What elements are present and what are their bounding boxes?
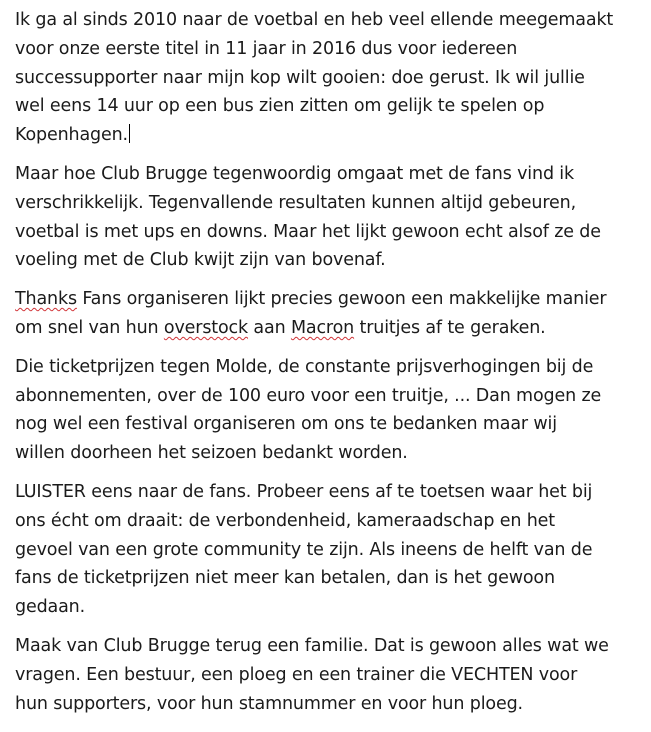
text-line: voetbal is met ups en downs. Maar het lijkt gewoon echt alsof ze de [15, 221, 601, 242]
text-line: voor onze eerste titel in 11 jaar in 2016 dus voor iedereen [15, 38, 518, 59]
misspelled-word[interactable]: overstock [163, 317, 249, 338]
paragraph-1 [15, 6, 640, 150]
misspelled-word[interactable]: Thanks [15, 289, 77, 310]
paragraph-3 [15, 285, 640, 343]
text-line: ons écht om draait: de verbondenheid, kameraadschap en het [15, 510, 555, 531]
text-line: fans de ticketprijzen niet meer kan betalen, dan is het gewoon [15, 568, 555, 589]
text-line: hun supporters, voor hun stamnummer en voor hun ploeg. [15, 693, 523, 714]
text-line: Maar hoe Club Brugge tegenwoordig omgaat met de fans vind ik [15, 163, 575, 184]
text-line: gedaan. [15, 597, 86, 618]
text-line: Maak van Club Brugge terug een familie. Dat is gewoon alles wat we [15, 635, 609, 656]
text-line: om snel van hun overstock aan Macron truitjes af te geraken. [15, 317, 546, 338]
text-line: LUISTER eens naar de fans. Probeer eens af te toetsen waar het bij [15, 481, 593, 502]
paragraph-4 [15, 353, 640, 468]
text-cursor [129, 124, 130, 143]
text-line: wel eens 14 uur op een bus zien zitten om gelijk te spelen op [15, 96, 545, 117]
text-line: successupporter naar mijn kop wilt gooien: doe gerust. Ik wil jullie [15, 67, 585, 88]
text-line: abonnementen, over de 100 euro voor een truitje, ... Dan mogen ze [15, 385, 602, 406]
paragraph-5 [15, 478, 640, 622]
text-line: voeling met de Club kwijt zijn van bovenaf. [15, 250, 386, 271]
text-line: vragen. Een bestuur, een ploeg en een trainer die VECHTEN voor [15, 664, 578, 685]
text-line: Die ticketprijzen tegen Molde, de constante prijsverhogingen bij de [15, 356, 594, 377]
document-body[interactable] [15, 6, 640, 728]
text-line: gevoel van een grote community te zijn. Als ineens de helft van de [15, 539, 593, 560]
paragraph-6 [15, 632, 640, 718]
text-line: Ik ga al sinds 2010 naar de voetbal en heb veel ellende meegemaakt [15, 10, 614, 30]
paragraph-2 [15, 160, 640, 275]
text-line: Kopenhagen. [15, 125, 128, 146]
text-line: willen doorheen het seizoen bedankt worden. [15, 443, 408, 464]
text-line: Thanks Fans organiseren lijkt precies gewoon een makkelijke manier [15, 289, 607, 310]
misspelled-word[interactable]: Macron [290, 317, 355, 338]
text-line: nog wel een festival organiseren om ons te bedanken maar wij [15, 414, 557, 435]
text-line: verschrikkelijk. Tegenvallende resultaten kunnen altijd gebeuren, [15, 192, 576, 213]
